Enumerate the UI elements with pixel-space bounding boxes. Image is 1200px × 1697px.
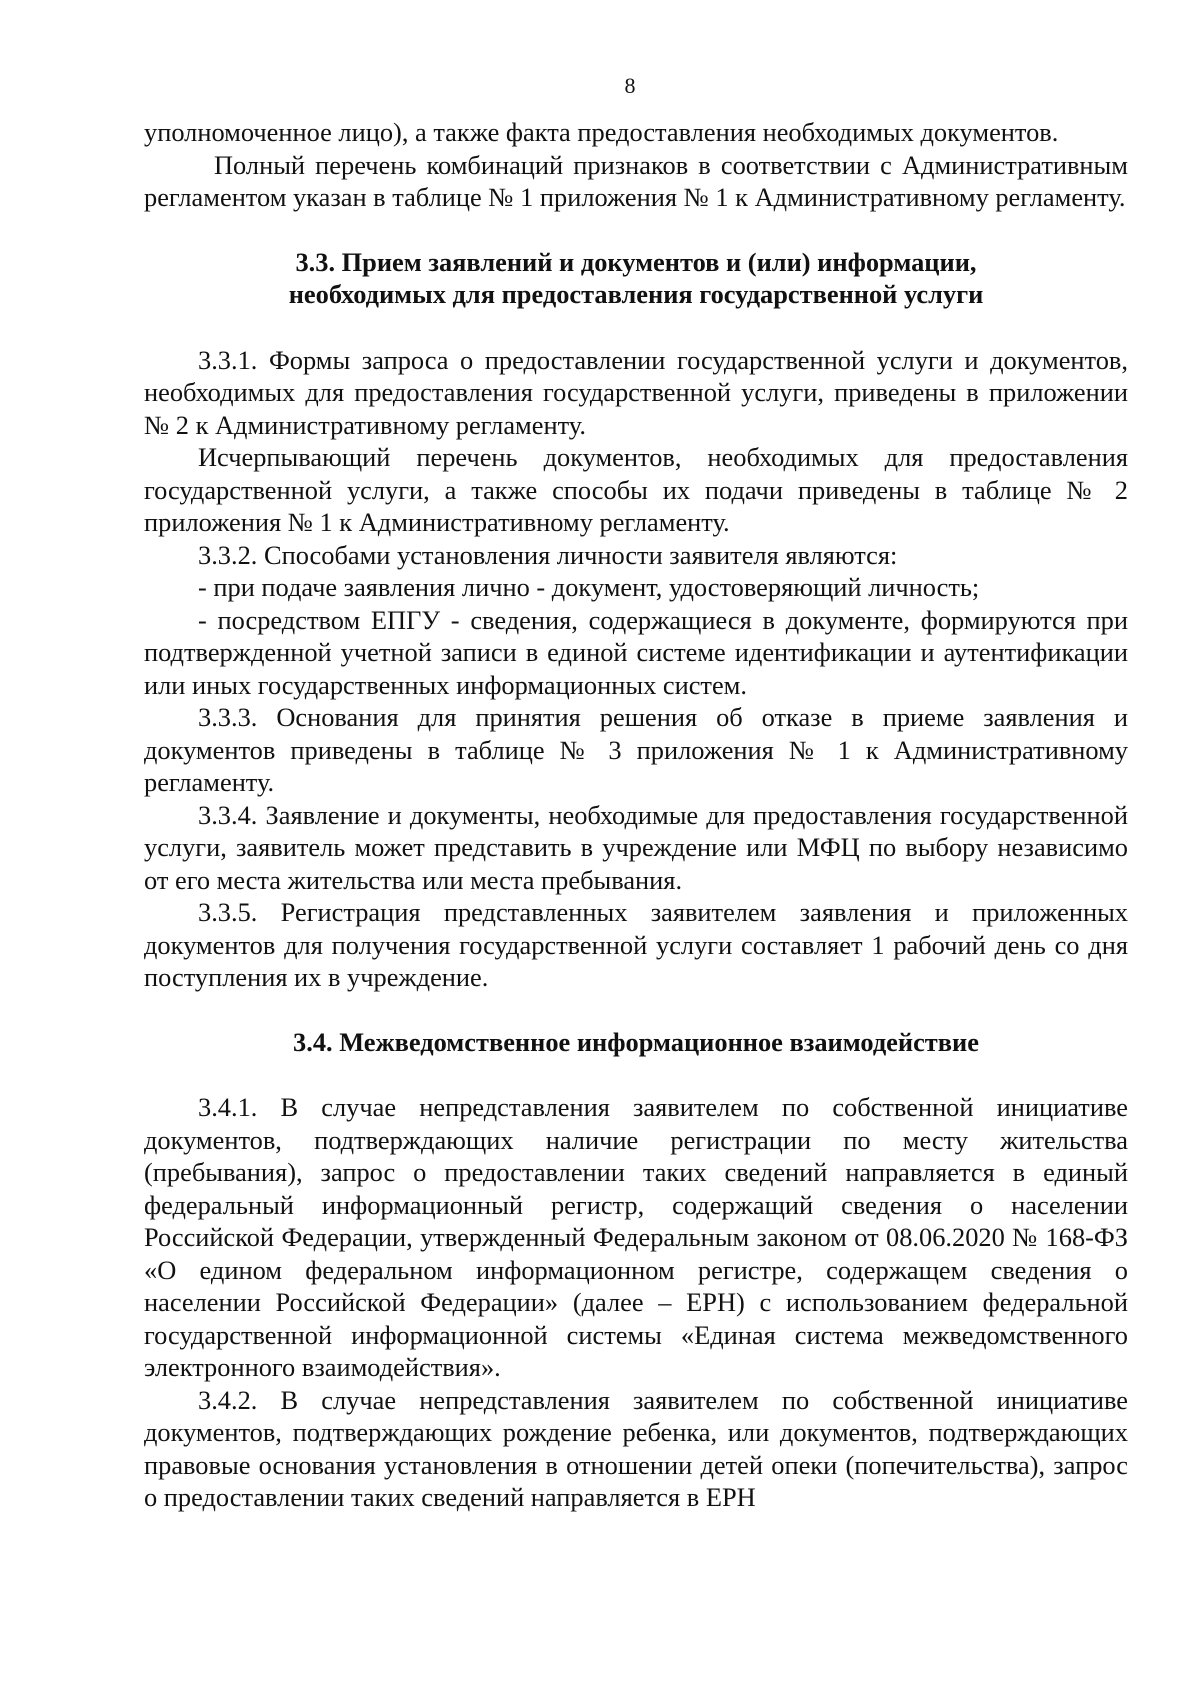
- section-heading-3-4: 3.4. Межведомственное информационное взаимодействие: [293, 1026, 979, 1057]
- paragraph-3-3-3: 3.3.3. Основания для принятия решения об отказе в приеме заявления и документов приведены в таблице № 3 приложения № 1 к Административному регламенту.: [144, 702, 1128, 797]
- document-body: [144, 116, 1128, 1514]
- paragraph-3-3-2: 3.3.2. Способами установления личности заявителя являются:: [198, 539, 898, 570]
- page-number: 8: [624, 73, 636, 98]
- spacer: [144, 311, 1128, 344]
- intro-paragraph-continuation: уполномоченное лицо), а также факта предоставления необходимых документов.: [144, 117, 1059, 147]
- paragraph-3-3-5: 3.3.5. Регистрация представленных заявителем заявления и приложенных документов для получения государственной услуги составляет 1 рабочий день со дня поступления их в учреждение.: [144, 897, 1128, 992]
- section-heading-3-3-line2: необходимых для предоставления государственной услуги: [288, 279, 984, 309]
- paragraph-documents-list: Исчерпывающий перечень документов, необходимых для предоставления государственной услуги, а также способы их подачи приведены в таблице № 2 приложения № 1 к Административному регламенту.: [144, 442, 1128, 537]
- intro-paragraph-combinations: Полный перечень комбинаций признаков в соответствии с Административным регламентом указан в таблице № 1 приложения № 1 к Административному регламенту.: [144, 149, 1128, 212]
- spacer: [144, 214, 1128, 246]
- section-heading-3-3-line1: 3.3. Прием заявлений и документов и (или) информации,: [295, 246, 977, 277]
- section-heading-3-3: [144, 246, 1128, 311]
- list-item-epgu: - посредством ЕПГУ - сведения, содержащиеся в документе, формируются при подтвержденной учетной записи в единой системе идентификации и аутентификации или иных государственных информационных систем.: [144, 604, 1128, 700]
- paragraph-3-4-1: 3.4.1. В случае непредставления заявителем по собственной инициативе документов, подтверждающих наличие регистрации по месту жительства (пребывания), запрос о предоставлении таких сведений направляется в единый федеральный информационный регистр, содержащий сведения о населении Российской Федерации, утвержденный Федеральным законом от 08.06.2020 № 168-ФЗ «О едином федеральном информационном регистре, содержащем сведения о населении Российской Федерации» (далее – ЕРН) с использованием федеральной государственной информационной системы «Единая система межведомственного электронного взаимодействия».: [144, 1092, 1128, 1382]
- paragraph-3-4-2: 3.4.2. В случае непредставления заявителем по собственной инициативе документов, подтверждающих рождение ребенка, или документов, подтверждающих правовые основания установления в отношении детей опеки (попечительства), запрос о предоставлении таких сведений направляется в ЕРН: [144, 1384, 1128, 1512]
- list-item-in-person: - при подаче заявления лично - документ, удостоверяющий личность;: [198, 572, 980, 602]
- paragraph-3-3-1: 3.3.1. Формы запроса о предоставлении государственной услуги и документов, необходимых для предоставления государственной услуги, приведены в приложении № 2 к Административному регламенту.: [144, 344, 1128, 440]
- paragraph-3-3-4: 3.3.4. Заявление и документы, необходимые для предоставления государственной услуги, заявитель может представить в учреждение или МФЦ по выбору независимо от его места жительства или места пребывания.: [144, 799, 1128, 895]
- spacer: [144, 1058, 1128, 1091]
- spacer: [144, 994, 1128, 1026]
